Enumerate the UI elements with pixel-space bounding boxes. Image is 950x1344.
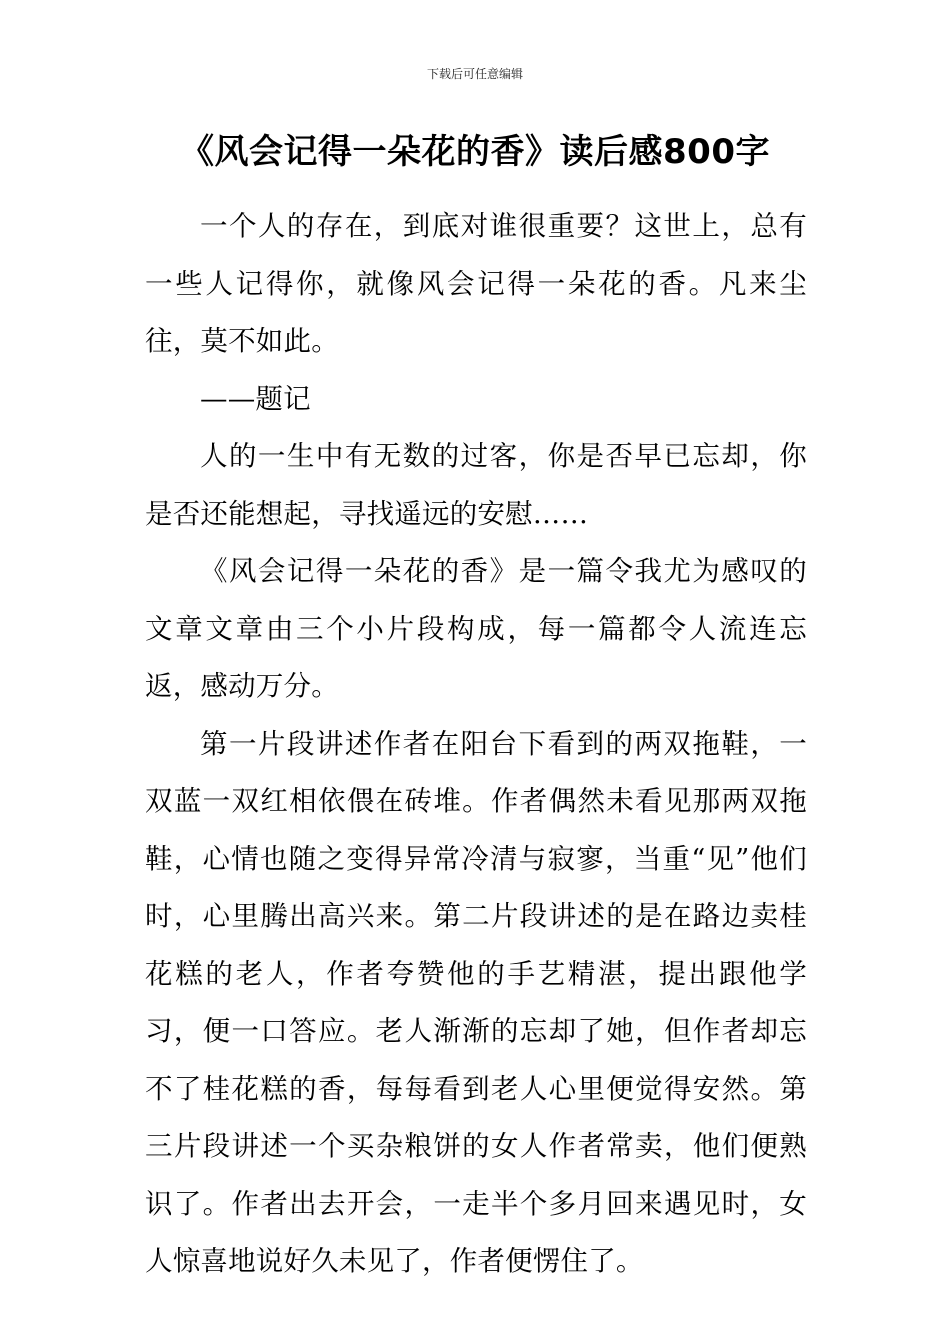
paragraph-overview: 《风会记得一朵花的香》是一篇令我尤为感叹的文章文章由三个小片段构成，每一篇都令人流连忘返，感动万分。 xyxy=(145,555,807,702)
paragraph-passersby: 人的一生中有无数的过客，你是否早已忘却，你是否还能想起，寻找遥远的安慰…… xyxy=(145,440,807,530)
header-note: 下载后可任意编辑 xyxy=(426,67,523,81)
paragraph-summary: 第一片段讲述作者在阳台下看到的两双拖鞋，一双蓝一双红相依偎在砖堆。作者偶然未看见那两双拖鞋，心情也随之变得异常冷清与寂寥，当重“见”他们时，心里腾出高兴来。第二片段讲述的是在路边卖桂花糕的老人，作者夸赞他的手艺精湛，提出跟他学习，便一口答应。老人渐渐的忘却了她，但作者却忘不了桂花糕的香，每每看到老人心里便觉得安然。第三片段讲述一个买杂粮饼的女人作者常卖，他们便熟识了。作者出去开会，一走半个多月回来遇见时，女人惊喜地说好久未见了，作者便愣住了。 xyxy=(145,727,807,1277)
paragraph-intro: 一个人的存在，到底对谁很重要？这世上，总有一些人记得你，就像风会记得一朵花的香。凡来尘往，莫不如此。 xyxy=(145,210,807,357)
document-body xyxy=(145,198,807,1291)
document-title: 《风会记得一朵花的香》读后感800字 xyxy=(180,132,770,172)
paragraph-epigraph-credit: ——题记 xyxy=(200,382,311,415)
